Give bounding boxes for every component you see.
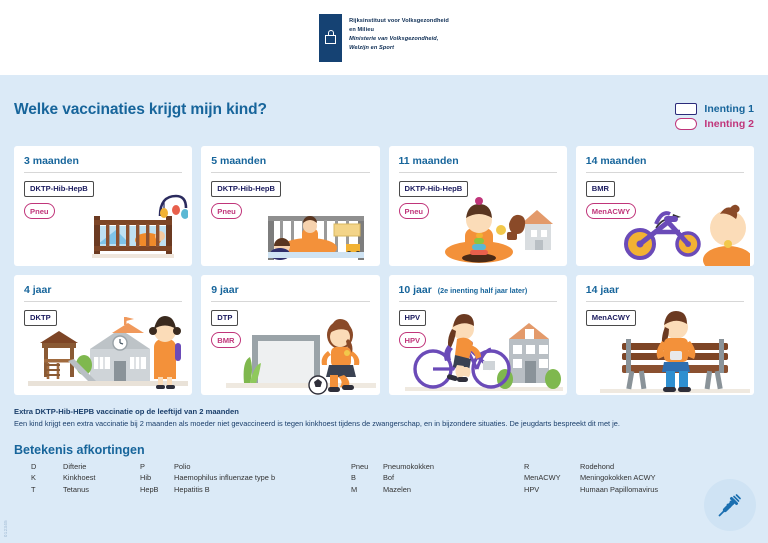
- card-age-title: 4 jaar: [24, 284, 52, 296]
- abbreviation-key: B: [351, 473, 356, 483]
- vaccine-tag-dose-1: HPV: [399, 310, 427, 326]
- vaccine-tag-list: [211, 307, 240, 352]
- card-age-title: 9 jaar: [211, 284, 239, 296]
- vaccine-tag-dose-2: Pneu: [24, 203, 55, 219]
- legend-label-dose-1: Inenting 1: [704, 103, 754, 115]
- abbreviation-value: Humaan Papillomavirus: [580, 484, 659, 494]
- logo-line-2: en Milieu: [349, 26, 374, 33]
- vaccine-tag-dose-1: DKTP-Hib-HepB: [211, 181, 281, 197]
- vaccine-tag-list: [399, 178, 469, 223]
- abbreviation-column: [351, 462, 523, 494]
- abbreviation-value: Kinkhoest: [63, 473, 96, 483]
- vaccine-tag-dose-1: DKTP: [24, 310, 57, 326]
- vaccination-card: [576, 275, 754, 395]
- vaccine-tag-list: [211, 178, 281, 223]
- panel-header: [14, 75, 754, 146]
- vaccine-tag-dose-2: Pneu: [211, 203, 242, 219]
- card-header: [14, 275, 192, 296]
- vaccine-tag-list: [399, 307, 427, 352]
- vaccine-tag-list: [24, 307, 57, 330]
- card-header: [14, 146, 192, 167]
- abbreviation-key: HPV: [524, 484, 540, 494]
- abbreviation-value: Difterie: [63, 461, 87, 471]
- legend-label-dose-2: Inenting 2: [704, 118, 754, 130]
- card-header: [576, 146, 754, 167]
- abbreviation-key: Pneu: [351, 461, 369, 471]
- syringe-badge: [704, 479, 756, 531]
- card-divider: [586, 301, 744, 302]
- abbreviation-value: Meningokokken ACWY: [580, 473, 656, 483]
- vaccination-card-grid: [14, 146, 754, 395]
- card-divider: [211, 172, 369, 173]
- card-divider: [24, 172, 182, 173]
- abbreviation-key: M: [351, 484, 358, 494]
- card-divider: [399, 301, 557, 302]
- footnote-heading: Extra DKTP-Hib-HEPB vaccinatie op de leeftijd van 2 maanden: [14, 407, 239, 416]
- logo-line-3: Ministerie van Volksgezondheid,: [349, 35, 439, 42]
- vaccination-card: [389, 275, 567, 395]
- abbreviation-key: K: [31, 473, 36, 483]
- abbreviation-key: Hib: [140, 473, 152, 483]
- vaccine-tag-dose-2: BMR: [211, 332, 240, 348]
- legend: [675, 101, 754, 133]
- abbreviation-value: Mazelen: [383, 484, 411, 494]
- vaccine-tag-dose-2: HPV: [399, 332, 427, 348]
- abbreviation-key: HepB: [140, 484, 159, 494]
- vaccination-card: [14, 275, 192, 395]
- abbreviation-value: Pneumokokken: [383, 461, 434, 471]
- page-title: Welke vaccinaties krijgt mijn kind?: [14, 101, 267, 118]
- abbreviation-key: MenACWY: [524, 473, 561, 483]
- abbreviation-value: Hepatitis B: [174, 484, 210, 494]
- vaccine-tag-dose-2: MenACWY: [586, 203, 636, 219]
- card-divider: [586, 172, 744, 173]
- logo-bar: [0, 0, 768, 75]
- footnote-body: Een kind krijgt een extra vaccinatie bij 2 maanden als moeder niet gevaccineerd is tegen kinkhoest tijdens de zwangerschap, en in bijzondere situaties. De jeugdarts bespreekt dit met je.: [14, 419, 620, 428]
- abbreviations-title: Betekenis afkortingen: [14, 442, 145, 457]
- abbreviation-value: Haemophilus influenzae type b: [174, 473, 276, 483]
- abbreviation-value: Polio: [174, 461, 191, 471]
- abbreviation-value: Bof: [383, 473, 395, 483]
- card-note: (2e inenting half jaar later): [437, 286, 528, 295]
- vaccination-card: [14, 146, 192, 266]
- card-header: [389, 146, 567, 167]
- vaccine-tag-list: [586, 178, 636, 223]
- rivm-logo: [319, 14, 449, 62]
- main-panel: [0, 75, 768, 543]
- vaccination-card: [201, 275, 379, 395]
- legend-item-dose-1: [675, 103, 754, 115]
- vaccination-card: [389, 146, 567, 266]
- card-age-title: 14 jaar: [585, 284, 620, 296]
- abbreviation-value: Tetanus: [63, 484, 89, 494]
- vaccine-tag-list: [586, 307, 636, 330]
- abbreviation-key: P: [140, 461, 145, 471]
- document-code: 012345: [3, 519, 8, 537]
- logo-text: [349, 14, 449, 53]
- footnote: [14, 395, 754, 429]
- vaccine-tag-dose-1: DKTP-Hib-HepB: [399, 181, 469, 197]
- abbreviation-key: T: [31, 484, 36, 494]
- vaccination-card: [201, 146, 379, 266]
- vaccine-tag-dose-1: MenACWY: [586, 310, 636, 326]
- abbreviation-key: R: [524, 461, 530, 471]
- vaccine-tag-dose-1: BMR: [586, 181, 615, 197]
- abbreviation-column: [140, 462, 350, 494]
- card-header: [389, 275, 567, 296]
- vaccine-tag-dose-1: DTP: [211, 310, 238, 326]
- logo-line-1: Rijksinstituut voor Volksgezondheid: [349, 17, 449, 24]
- logo-line-4: Welzijn en Sport: [349, 44, 395, 51]
- abbreviation-column: [31, 462, 139, 494]
- vaccine-tag-list: [24, 178, 94, 223]
- card-divider: [211, 301, 369, 302]
- syringe-icon: [715, 490, 745, 520]
- card-age-title: 11 maanden: [398, 155, 459, 167]
- vaccine-tag-dose-1: DKTP-Hib-HepB: [24, 181, 94, 197]
- card-age-title: 14 maanden: [585, 155, 647, 167]
- abbreviation-value: Rodehond: [580, 461, 615, 471]
- card-divider: [24, 301, 182, 302]
- square-outline-icon: [675, 103, 697, 115]
- card-divider: [399, 172, 557, 173]
- card-age-title: 5 maanden: [211, 155, 267, 167]
- rounded-outline-icon: [675, 118, 697, 130]
- card-header: [576, 275, 754, 296]
- card-header: [201, 146, 379, 167]
- card-age-title: 10 jaar: [398, 284, 432, 296]
- vaccine-tag-dose-2: Pneu: [399, 203, 430, 219]
- vaccination-card: [576, 146, 754, 266]
- abbreviation-key: D: [31, 461, 37, 471]
- card-header: [201, 275, 379, 296]
- abbreviations-grid: [14, 462, 754, 494]
- card-age-title: 3 maanden: [24, 155, 79, 167]
- legend-item-dose-2: [675, 118, 754, 130]
- government-crest-icon: [319, 14, 342, 62]
